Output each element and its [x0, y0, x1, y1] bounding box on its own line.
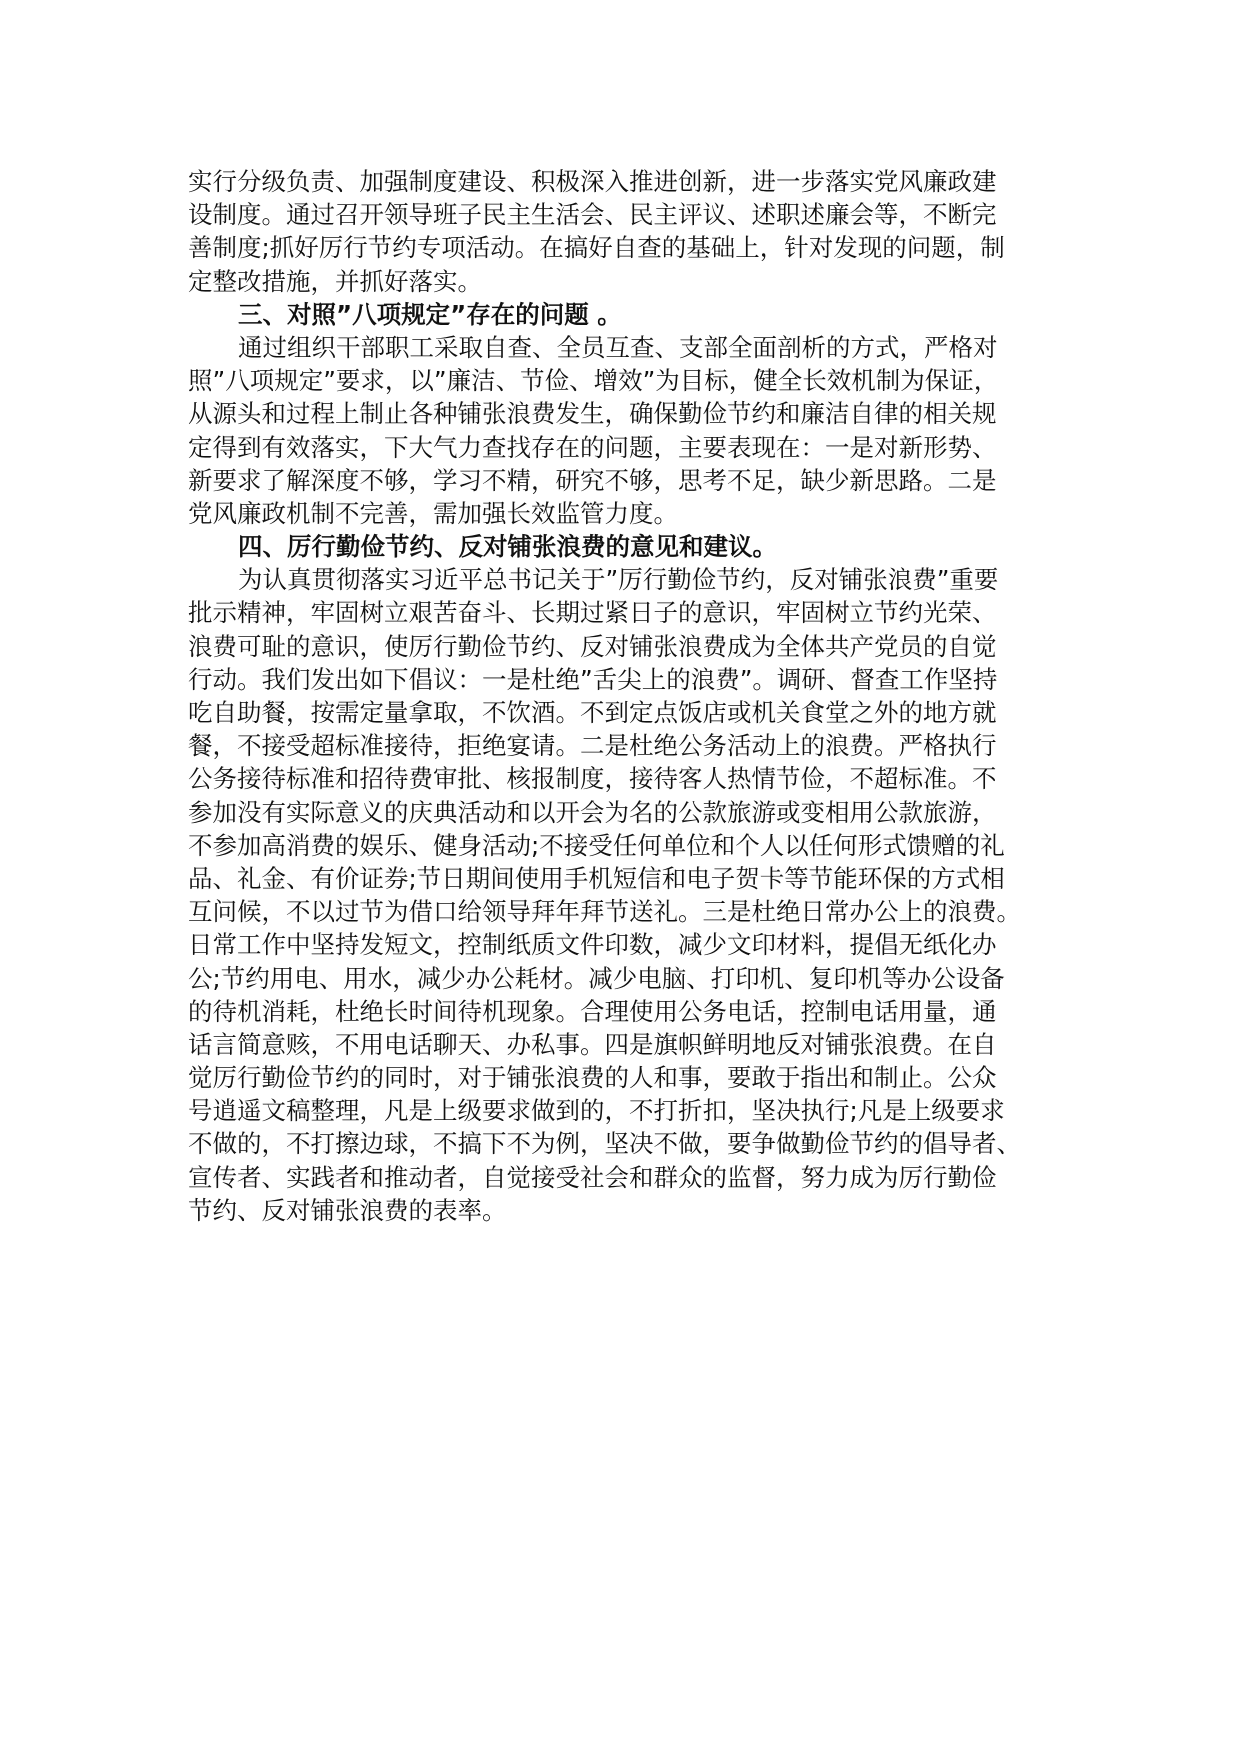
paragraph-line: 定得到有效落实，下大气力查找存在的问题，主要表现在：一是对新形势、 [188, 432, 997, 462]
paragraph-line: 日常工作中坚持发短文，控制纸质文件印数，减少文印材料，提倡无纸化办 [188, 930, 997, 960]
paragraph-line: 吃自助餐，按需定量拿取，不饮酒。不到定点饭店或机关食堂之外的地方就 [188, 698, 997, 727]
paragraph-line: 通过组织干部职工采取自查、全员互查、支部全面剖析的方式，严格对 [238, 332, 998, 362]
paragraph-line: 党风廉政机制不完善，需加强长效监管力度。 [188, 498, 678, 528]
paragraph-line: 餐，不接受超标准接待，拒绝宴请。二是杜绝公务活动上的浪费。严格执行 [188, 731, 997, 761]
paragraph-line: 号逍遥文稿整理，凡是上级要求做到的，不打折扣，坚决执行;凡是上级要求 [188, 1096, 1005, 1126]
paragraph-line: 不做的，不打擦边球，不搞下不为例，坚决不做，要争做勤俭节约的倡导者、 [188, 1129, 1021, 1159]
paragraph-line: 不参加高消费的娱乐、健身活动;不接受任何单位和个人以任何形式馈赠的礼 [188, 830, 1005, 860]
paragraph-line: 互问候，不以过节为借口给领导拜年拜节送礼。三是杜绝日常办公上的浪费。 [188, 897, 1021, 927]
document-body [188, 165, 1058, 1227]
paragraph-line: 设制度。通过召开领导班子民主生活会、民主评议、述职述廉会等，不断完 [188, 200, 997, 230]
paragraph-line: 参加没有实际意义的庆典活动和以开会为名的公款旅游或变相用公款旅游， [188, 797, 997, 827]
paragraph-line: 话言简意赅，不用电话聊天、办私事。四是旗帜鲜明地反对铺张浪费。在自 [188, 1029, 997, 1059]
paragraph-line: 公务接待标准和招待费审批、核报制度，接待客人热情节俭，不超标准。不 [188, 764, 997, 794]
paragraph-line: 批示精神，牢固树立艰苦奋斗、长期过紧日子的意识，牢固树立节约光荣、 [188, 598, 997, 628]
paragraph-line: 公;节约用电、用水，减少办公耗材。减少电脑、打印机、复印机等办公设备 [188, 963, 1005, 993]
paragraph-line: 为认真贯彻落实习近平总书记关于”厉行勤俭节约，反对铺张浪费”重要 [238, 565, 999, 595]
section-heading: 四、厉行勤俭节约、反对铺张浪费的意见和建议。 [238, 532, 777, 562]
paragraph-line: 宣传者、实践者和推动者，自觉接受社会和群众的监督，努力成为厉行勤俭 [188, 1162, 997, 1192]
paragraph-line: 品、礼金、有价证券;节日期间使用手机短信和电子贺卡等节能环保的方式相 [188, 863, 1005, 893]
paragraph-line: 行动。我们发出如下倡议：一是杜绝”舌尖上的浪费”。调研、督查工作坚持 [188, 664, 998, 694]
section-heading: 三、对照”八项规定”存在的问题 。 [238, 299, 622, 329]
paragraph-line: 节约、反对铺张浪费的表率。 [188, 1195, 507, 1225]
paragraph-line: 的待机消耗，杜绝长时间待机现象。合理使用公务电话，控制电话用量，通 [188, 996, 997, 1026]
paragraph-line: 觉厉行勤俭节约的同时，对于铺张浪费的人和事，要敢于指出和制止。公众 [188, 1063, 997, 1093]
paragraph-line: 新要求了解深度不够，学习不精，研究不够，思考不足，缺少新思路。二是 [188, 465, 997, 495]
paragraph-line: 定整改措施，并抓好落实。 [188, 266, 482, 296]
paragraph-line: 照”八项规定”要求，以”廉洁、节俭、增效”为目标，健全长效机制为保证， [188, 366, 999, 396]
paragraph-line: 善制度;抓好厉行节约专项活动。在搞好自查的基础上，针对发现的问题，制 [188, 233, 1005, 263]
paragraph-line: 从源头和过程上制止各种铺张浪费发生，确保勤俭节约和廉洁自律的相关规 [188, 399, 997, 429]
paragraph-line: 实行分级负责、加强制度建设、积极深入推进创新，进一步落实党风廉政建 [188, 167, 997, 196]
paragraph-line: 浪费可耻的意识，使厉行勤俭节约、反对铺张浪费成为全体共产党员的自觉 [188, 631, 997, 661]
